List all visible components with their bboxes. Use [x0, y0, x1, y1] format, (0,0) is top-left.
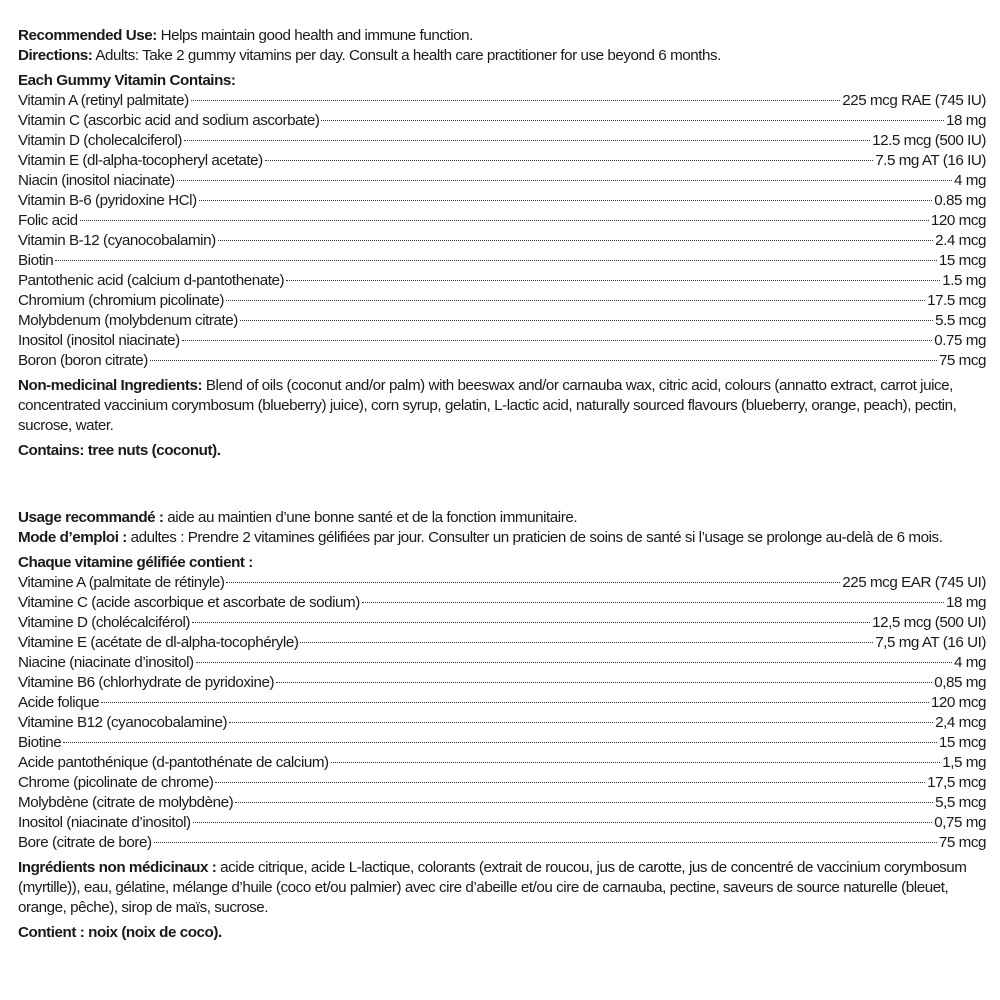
dot-leader: [229, 722, 933, 723]
ingredient-row: [18, 573, 986, 593]
ingredient-name: Acide pantothénique (d-pantothénate de calcium): [18, 754, 329, 771]
ingredient-name: Vitamine C (acide ascorbique et ascorbate de sodium): [18, 594, 360, 611]
ingredient-amount: 17.5 mcg: [927, 292, 986, 309]
ingredient-amount: 15 mcg: [938, 252, 986, 269]
ingredient-row: [18, 331, 986, 351]
ingredient-name: Vitamine D (cholécalciférol): [18, 614, 190, 631]
non-medicinal-ingredients: [18, 376, 986, 436]
dot-leader: [300, 642, 873, 643]
ingredient-row: [18, 593, 986, 613]
directions-label: Directions:: [18, 47, 93, 64]
ingredient-name: Molybdenum (molybdenum citrate): [18, 312, 238, 329]
non-medicinal-text: Blend of oils (coconut and/or palm) with beeswax and/or carnauba wax, citric acid, colours (annatto extract, carrot juice, concentrated vaccinium corymbosum (blueberry) juice), corn syrup, gelatin, L-lactic acid, naturally sourced flavours (blueberry, orange, peach), pectin, sucrose, water.: [18, 377, 957, 434]
directions: [18, 528, 986, 548]
ingredient-name: Biotin: [18, 252, 54, 269]
dot-leader: [265, 160, 873, 161]
dot-leader: [240, 320, 933, 321]
ingredient-name: Vitamin B-12 (cyanocobalamin): [18, 232, 216, 249]
ingredient-name: Niacine (niacinate d’inositol): [18, 654, 194, 671]
recommended-use: [18, 508, 986, 528]
dot-leader: [184, 140, 870, 141]
dot-leader: [63, 742, 937, 743]
dot-leader: [150, 360, 937, 361]
ingredient-amount: 15 mcg: [938, 734, 986, 751]
ingredient-amount: 120 mcg: [930, 212, 986, 229]
ingredient-amount: 5.5 mcg: [935, 312, 986, 329]
dot-leader: [286, 280, 940, 281]
dot-leader: [177, 180, 952, 181]
ingredient-name: Vitamin A (retinyl palmitate): [18, 92, 189, 109]
dot-leader: [101, 702, 929, 703]
ingredient-name: Vitamine B6 (chlorhydrate de pyridoxine): [18, 674, 275, 691]
ingredient-row: [18, 131, 986, 151]
dot-leader: [193, 822, 933, 823]
ingredient-row: [18, 813, 986, 833]
ingredient-name: Folic acid: [18, 212, 78, 229]
ingredient-row: [18, 753, 986, 773]
ingredient-name: Molybdène (citrate de molybdène): [18, 794, 234, 811]
ingredient-amount: 17,5 mcg: [927, 774, 986, 791]
ingredient-name: Vitamin D (cholecalciferol): [18, 132, 182, 149]
ingredient-name: Inositol (niacinate d’inositol): [18, 814, 191, 831]
ingredient-row: [18, 311, 986, 331]
ingredient-amount: 0.85 mg: [934, 192, 986, 209]
ingredient-name: Acide folique: [18, 694, 100, 711]
dot-leader: [191, 100, 841, 101]
ingredient-row: [18, 351, 986, 371]
ingredient-name: Vitamine B12 (cyanocobalamine): [18, 714, 228, 731]
non-medicinal-text: acide citrique, acide L-lactique, colorants (extrait de roucou, jus de carotte, jus de concentré de vaccinium corymbosum (myrtille)), eau, gélatine, mélange d’huile (coco et/ou palmier) avec cire d’abeille et/ou cire de carnauba, pectine, saveurs de source naturelle (bleuet, orange, pêche), sirop de maïs, sucrose.: [18, 859, 967, 916]
ingredient-row: [18, 633, 986, 653]
ingredient-row: [18, 111, 986, 131]
ingredient-name: Boron (boron citrate): [18, 352, 148, 369]
ingredient-name: Biotine: [18, 734, 62, 751]
dot-leader: [55, 260, 937, 261]
recommended-use-label: Usage recommandé :: [18, 509, 164, 526]
ingredient-amount: 75 mcg: [938, 834, 986, 851]
dot-leader: [276, 682, 932, 683]
ingredient-row: [18, 713, 986, 733]
ingredient-amount: 1.5 mg: [942, 272, 986, 289]
ingredient-amount: 0.75 mg: [934, 332, 986, 349]
ingredient-row: [18, 291, 986, 311]
ingredient-amount: 225 mcg EAR (745 UI): [842, 574, 986, 591]
ingredient-amount: 7,5 mg AT (16 UI): [875, 634, 986, 651]
dot-leader: [215, 782, 925, 783]
ingredient-name: Chrome (picolinate de chrome): [18, 774, 214, 791]
dot-leader: [154, 842, 937, 843]
ingredient-row: [18, 151, 986, 171]
recommended-use-text: Helps maintain good health and immune function.: [156, 27, 473, 44]
ingredient-amount: 75 mcg: [938, 352, 986, 369]
dot-leader: [80, 220, 929, 221]
ingredient-amount: 4 mg: [954, 654, 986, 671]
ingredient-amount: 7.5 mg AT (16 IU): [875, 152, 986, 169]
ingredient-row: [18, 91, 986, 111]
dot-leader: [331, 762, 941, 763]
ingredient-row: [18, 793, 986, 813]
ingredient-row: [18, 191, 986, 211]
dot-leader: [362, 602, 944, 603]
ingredient-row: [18, 251, 986, 271]
recommended-use: [18, 26, 986, 46]
non-medicinal-label: Ingrédients non médicinaux :: [18, 859, 217, 876]
ingredient-name: Vitamine E (acétate de dl-alpha-tocophéryle): [18, 634, 299, 651]
french-section: [18, 508, 986, 943]
ingredient-row: [18, 613, 986, 633]
ingredient-amount: 18 mg: [946, 112, 986, 129]
ingredient-row: [18, 653, 986, 673]
dot-leader: [192, 622, 870, 623]
english-section: [18, 26, 986, 461]
ingredient-name: Pantothenic acid (calcium d-pantothenate): [18, 272, 285, 289]
allergen-text: Contient : noix (noix de coco).: [18, 924, 222, 941]
ingredient-name: Niacin (inositol niacinate): [18, 172, 175, 189]
allergen-text: Contains: tree nuts (coconut).: [18, 442, 221, 459]
ingredient-row: [18, 693, 986, 713]
dot-leader: [196, 662, 952, 663]
dot-leader: [218, 240, 933, 241]
ingredient-row: [18, 211, 986, 231]
ingredient-row: [18, 271, 986, 291]
ingredient-amount: 2.4 mcg: [935, 232, 986, 249]
ingredient-name: Bore (citrate de bore): [18, 834, 152, 851]
dot-leader: [182, 340, 933, 341]
directions: [18, 46, 986, 66]
dot-leader: [226, 582, 840, 583]
ingredient-amount: 2,4 mcg: [935, 714, 986, 731]
ingredient-amount: 18 mg: [946, 594, 986, 611]
ingredient-list: [18, 573, 986, 853]
dot-leader: [199, 200, 933, 201]
ingredient-row: [18, 231, 986, 251]
ingredient-amount: 0,75 mg: [934, 814, 986, 831]
non-medicinal-ingredients: [18, 858, 986, 918]
ingredient-name: Inositol (inositol niacinate): [18, 332, 180, 349]
ingredient-name: Vitamine A (palmitate de rétinyle): [18, 574, 225, 591]
ingredient-name: Vitamin B-6 (pyridoxine HCl): [18, 192, 197, 209]
allergen-statement: [18, 923, 986, 943]
dot-leader: [321, 120, 944, 121]
ingredient-amount: 12,5 mcg (500 UI): [872, 614, 986, 631]
ingredient-amount: 12.5 mcg (500 IU): [872, 132, 986, 149]
ingredient-name: Chromium (chromium picolinate): [18, 292, 224, 309]
directions-text: Adults: Take 2 gummy vitamins per day. Consult a health care practitioner for use beyond 6 months.: [92, 47, 721, 64]
recommended-use-text: aide au maintien d’une bonne santé et de la fonction immunitaire.: [163, 509, 578, 526]
ingredient-row: [18, 673, 986, 693]
ingredients-heading: Chaque vitamine gélifiée contient :: [18, 554, 253, 571]
ingredient-name: Vitamin C (ascorbic acid and sodium ascorbate): [18, 112, 320, 129]
ingredient-amount: 225 mcg RAE (745 IU): [842, 92, 986, 109]
dot-leader: [226, 300, 925, 301]
ingredient-name: Vitamin E (dl-alpha-tocopheryl acetate): [18, 152, 263, 169]
ingredients-heading: Each Gummy Vitamin Contains:: [18, 72, 236, 89]
directions-text: adultes : Prendre 2 vitamines gélifiées par jour. Consulter un praticien de soins de santé si l’usage se prolonge au-delà de 6 mois.: [126, 529, 943, 546]
ingredient-amount: 5,5 mcg: [935, 794, 986, 811]
ingredient-list: [18, 91, 986, 371]
recommended-use-label: Recommended Use:: [18, 27, 157, 44]
ingredient-row: [18, 773, 986, 793]
ingredient-row: [18, 171, 986, 191]
ingredient-row: [18, 733, 986, 753]
ingredient-amount: 4 mg: [954, 172, 986, 189]
ingredient-row: [18, 833, 986, 853]
ingredient-amount: 1,5 mg: [942, 754, 986, 771]
ingredient-amount: 0,85 mg: [934, 674, 986, 691]
ingredient-amount: 120 mcg: [930, 694, 986, 711]
allergen-statement: [18, 441, 986, 461]
non-medicinal-label: Non-medicinal Ingredients:: [18, 377, 203, 394]
dot-leader: [235, 802, 933, 803]
directions-label: Mode d’emploi :: [18, 529, 127, 546]
